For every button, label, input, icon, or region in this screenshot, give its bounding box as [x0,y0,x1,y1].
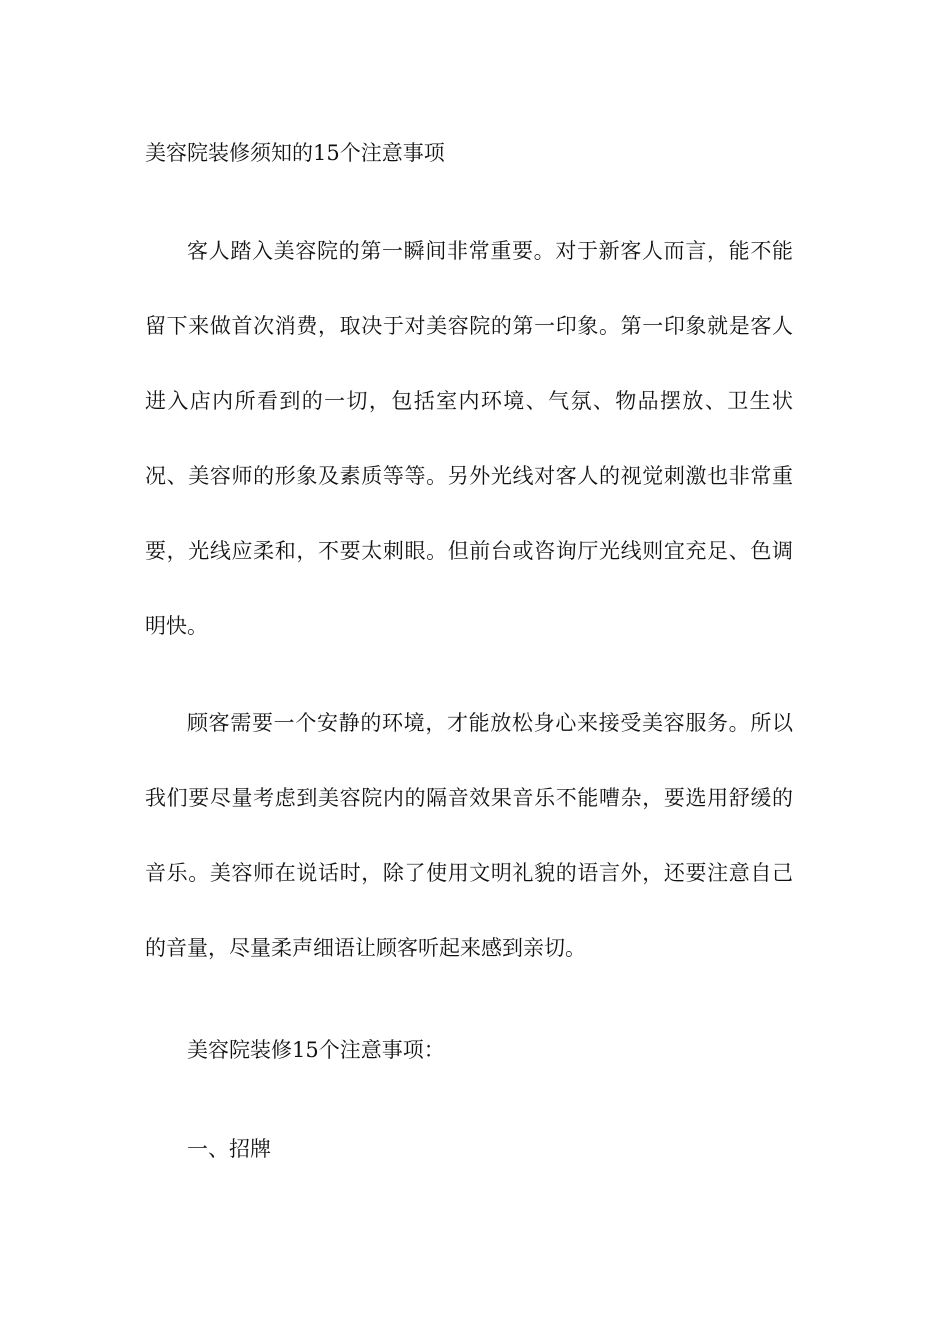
paragraph-quiet-environment: 顾客需要一个安静的环境，才能放松身心来接受美容服务。所以我们要尽量考虑到美容院内的隔音效果音乐不能嘈杂，要选用舒缓的音乐。美容师在说话时，除了使用文明礼貌的语言外，还要注意自己的音量，尽量柔声细语让顾客听起来感到亲切。 [145,711,793,960]
list-item-signboard: 一、招牌 [187,1137,271,1161]
document-title: 美容院装修须知的15个注意事项 [145,141,445,165]
paragraph-first-impression: 客人踏入美容院的第一瞬间非常重要。对于新客人而言，能不能留下来做首次消费，取决于对美容院的第一印象。第一印象就是客人进入店内所看到的一切，包括室内环境、气氛、物品摆放、卫生状况、美容师的形象及素质等等。另外光线对客人的视觉刺激也非常重要，光线应柔和，不要太刺眼。但前台或咨询厅光线则宜充足、色调明快。 [145,239,793,638]
list-heading: 美容院装修15个注意事项： [187,1038,445,1062]
